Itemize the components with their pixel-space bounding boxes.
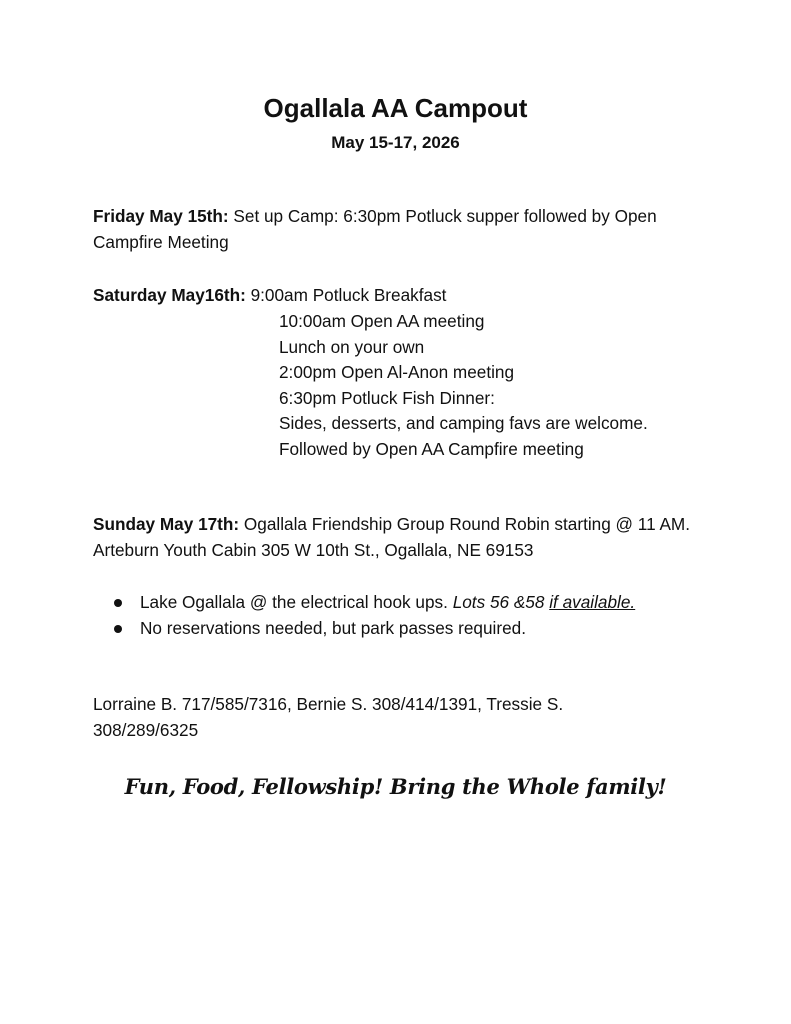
bullet-italic-text: Lots 56 &58 <box>452 592 550 612</box>
saturday-item: 6:30pm Potluck Fish Dinner: <box>279 387 495 408</box>
contact-info: Lorraine B. 717/585/7316, Bernie S. 308/414/1391, Tressie S. 308/289/6325 <box>93 694 564 740</box>
saturday-schedule <box>93 283 713 309</box>
page-title: Ogallala AA Campout <box>263 93 528 123</box>
list-item <box>108 616 668 642</box>
saturday-label: Saturday May16th: <box>93 285 246 305</box>
event-dates: May 15-17, 2026 <box>331 133 460 152</box>
bullet-underlined-text: if available. <box>549 592 636 612</box>
sunday-schedule <box>93 512 693 563</box>
sunday-text: Ogallala Friendship Group Round Robin starting @ 11 AM. Arteburn Youth Cabin 305 W 10th St., Ogallala, NE 69153 <box>93 514 691 560</box>
saturday-item: 10:00am Open AA meeting <box>279 311 485 331</box>
sunday-label: Sunday May 17th: <box>93 514 240 534</box>
friday-schedule <box>93 204 713 255</box>
bullet-icon <box>114 625 122 633</box>
bullet-text: No reservations needed, but park passes required. <box>140 617 526 638</box>
bullet-text: Lake Ogallala @ the electrical hook ups. <box>140 592 453 612</box>
footer-tagline: Fun, Food, Fellowship! Bring the Whole family! <box>124 774 667 799</box>
saturday-item: Sides, desserts, and camping favs are welcome. <box>279 413 648 434</box>
saturday-item: 2:00pm Open Al-Anon meeting <box>279 362 515 383</box>
saturday-item: Followed by Open AA Campfire meeting <box>279 438 584 459</box>
notes-list <box>108 590 668 641</box>
saturday-items <box>279 309 648 463</box>
bullet-icon <box>114 599 122 607</box>
saturday-first-item: 9:00am Potluck Breakfast <box>245 285 447 305</box>
list-item <box>108 590 668 616</box>
saturday-item: Lunch on your own <box>279 336 425 357</box>
friday-label: Friday May 15th: <box>93 206 229 226</box>
friday-text: Set up Camp: 6:30pm Potluck supper followed by Open Campfire Meeting <box>93 206 657 252</box>
